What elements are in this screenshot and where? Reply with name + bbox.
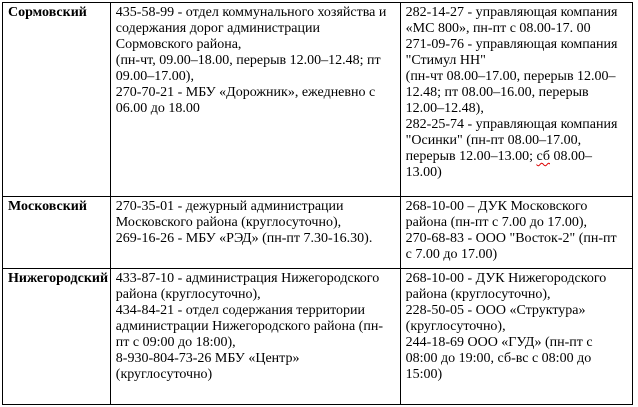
contact-line: (пн-чт, 09.00–18.00, перерыв 12.00–12.48; пт xyxy=(115,53,381,68)
contact-line: района (пн-пт с 7.00 до 17.00), xyxy=(405,214,587,230)
district-name: Нижегородский xyxy=(8,270,109,286)
contact-line: (круглосуточно) xyxy=(115,366,213,382)
contact-line: 8-930-804-73-26 МБУ «Центр» xyxy=(115,350,300,366)
district-cell xyxy=(3,268,111,404)
district-cell xyxy=(3,3,111,197)
contact-line: (круглосуточно), xyxy=(405,318,506,334)
contact-line: 435-58-99 - отдел коммунального хозяйства и xyxy=(115,5,387,20)
company-contacts-cell xyxy=(400,268,632,404)
district-name: Сормовский xyxy=(8,5,87,20)
contact-line: 270-70-21 - МБУ «Дорожник», ежедневно с xyxy=(115,85,376,100)
admin-contacts-cell xyxy=(110,196,400,268)
contact-line: Московского района (круглосуточно), xyxy=(115,214,342,230)
table-row xyxy=(3,196,633,268)
spellcheck-underlined-word: сб xyxy=(536,149,550,164)
contact-line: Сормовского района, xyxy=(115,37,242,52)
contact-line: содержания дорог администрации xyxy=(115,21,320,36)
contact-line: 228-50-05 - ООО «Структура» xyxy=(405,302,586,318)
contact-line: пт с 09:00 до 18:00), xyxy=(115,334,236,350)
table-row xyxy=(3,268,633,404)
contact-text: перерыв 12.00–13.00; xyxy=(405,149,533,164)
contacts-table xyxy=(2,2,633,405)
contact-line: "Стимул НН" xyxy=(405,53,486,68)
district-cell xyxy=(3,196,111,268)
contact-line: 269-16-26 - МБУ «РЭД» (пн-пт 7.30-16.30). xyxy=(115,230,373,246)
contact-line xyxy=(406,149,628,165)
contact-line: «МС 800», пн-пт с 08.00-17. 00 xyxy=(405,21,591,36)
contact-line: 282-14-27 - управляющая компания xyxy=(405,5,618,20)
contact-line: 268-10-00 – ДУК Московского xyxy=(405,198,588,214)
contact-line: 270-68-83 - ООО "Восток-2" (пн-пт xyxy=(405,230,617,246)
contact-line: района (круглосуточно), xyxy=(115,286,261,302)
contact-line: 08:00 до 19:00, сб-вс с 08:00 до xyxy=(405,350,592,366)
contact-line: 13.00) xyxy=(405,165,442,180)
contact-line: 434-84-21 - отдел содержания территории xyxy=(115,302,366,318)
contact-line: с 7.00 до 17.00) xyxy=(405,246,498,262)
district-name: Московский xyxy=(8,198,87,214)
contact-line: (пн-чт 08.00–17.00, перерыв 12.00– xyxy=(405,69,616,84)
contact-line: 282-25-74 - управляющая компания xyxy=(405,117,618,132)
contact-line: 270-35-01 - дежурный администрации xyxy=(115,198,344,214)
contact-line: 271-09-76 - управляющая компания xyxy=(405,37,618,52)
contact-line: 15:00) xyxy=(405,366,443,382)
contact-line: 12.00–12.48), xyxy=(405,101,484,116)
company-contacts-cell xyxy=(400,3,632,197)
contact-text: 08.00– xyxy=(550,149,592,164)
contact-line: администрации Нижегородского района (пн- xyxy=(115,318,383,334)
company-contacts-cell xyxy=(400,196,632,268)
contact-line: "Осинки" (пн-пт 08.00–17.00, xyxy=(405,133,582,148)
contact-line: 06.00 до 18.00 xyxy=(115,101,200,116)
contact-line: 12.48; пт 08.00–16.00, перерыв xyxy=(405,85,589,100)
contact-line: 09.00–17.00), xyxy=(115,69,194,84)
table-row xyxy=(3,3,633,197)
admin-contacts-cell xyxy=(110,268,400,404)
admin-contacts-cell xyxy=(110,3,400,197)
contact-line: 244-18-69 ООО «ГУД» (пн-пт с xyxy=(405,334,593,350)
contact-line: района (круглосуточно), xyxy=(405,286,551,302)
contact-line: 268-10-00 - ДУК Нижегородского xyxy=(405,270,607,286)
contact-line: 433-87-10 - администрация Нижегородского xyxy=(115,270,380,286)
